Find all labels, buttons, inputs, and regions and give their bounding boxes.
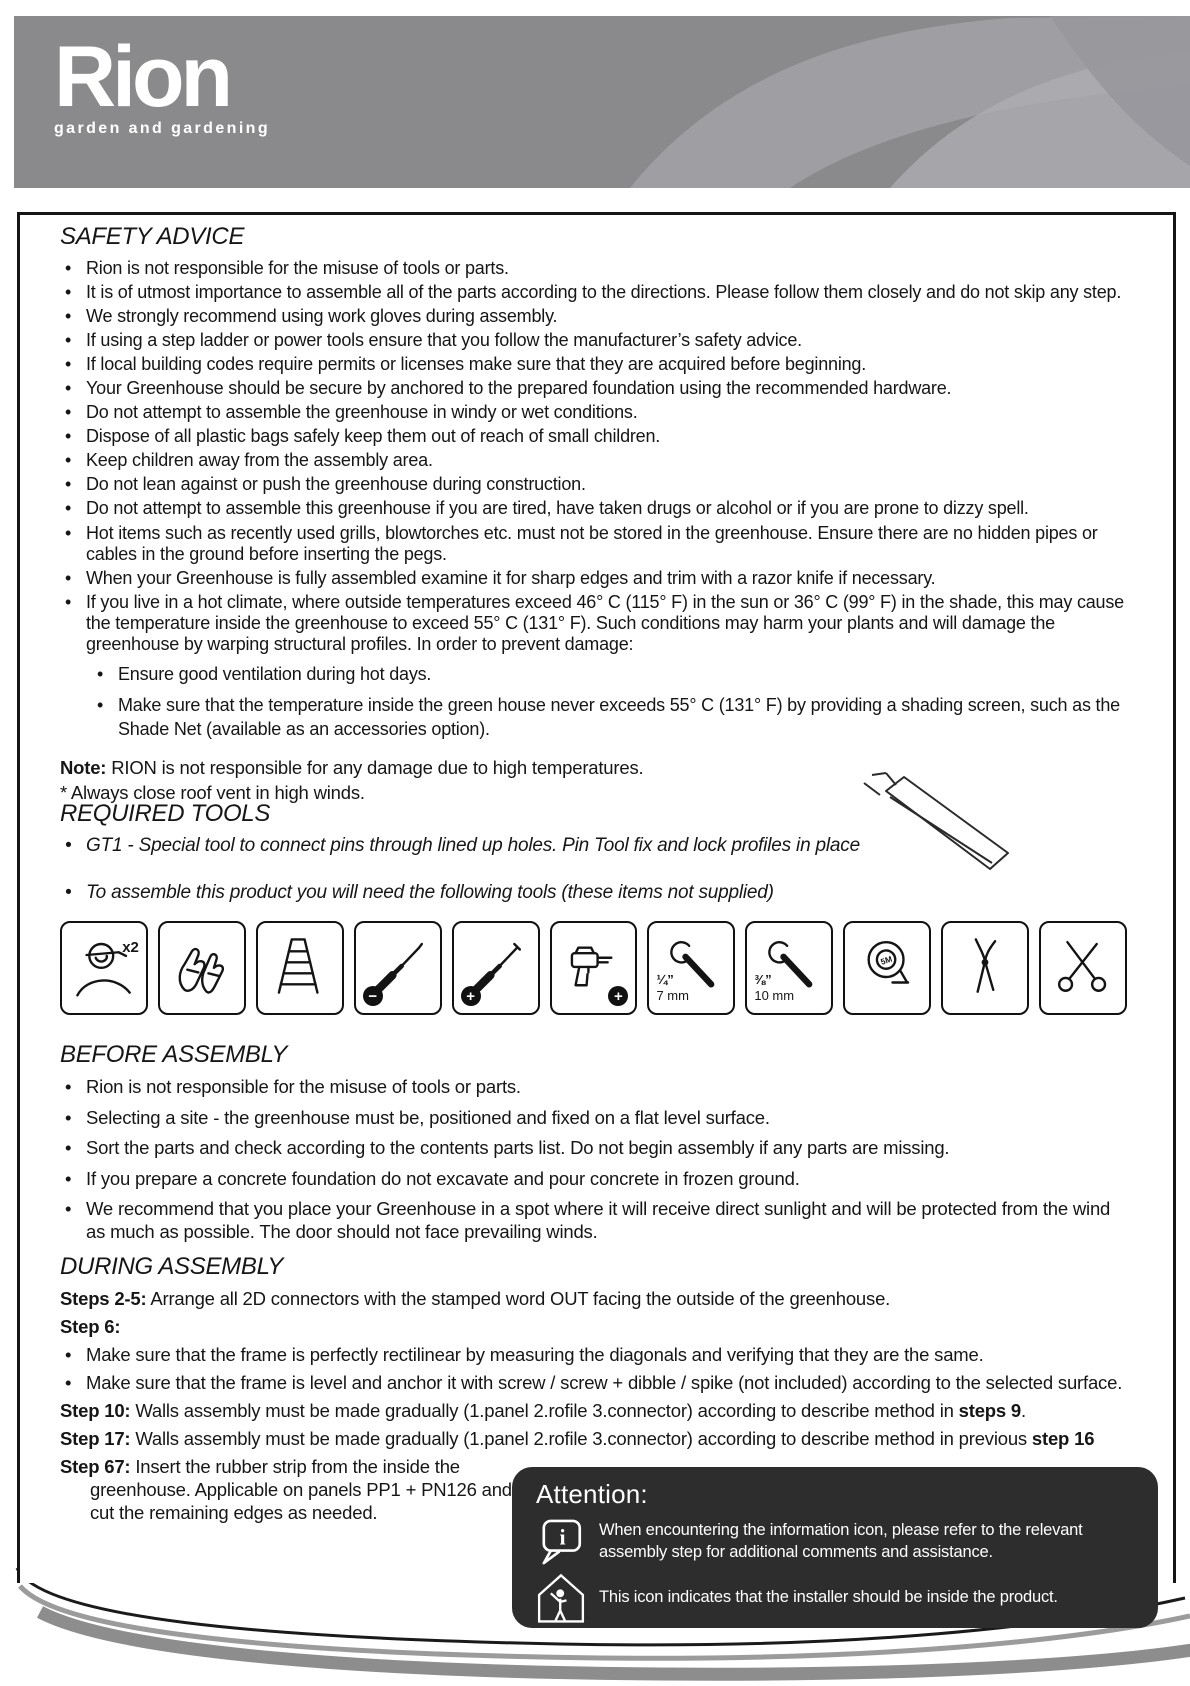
installer-icon [536, 1572, 586, 1624]
step-label: Step 67: [60, 1455, 131, 1477]
safety-item: • Do not lean against or push the greenhouse during construction. [60, 474, 1127, 495]
size-mm: 7 mm [656, 987, 689, 1003]
required-tools-item: • To assemble this product you will need the following tools (these items not supplied) [60, 882, 1127, 905]
safety-item: • Rion is not responsible for the misuse of tools or parts. [60, 258, 1127, 279]
phillips-screwdriver-box [452, 921, 540, 1015]
section-before-assembly [60, 1041, 1127, 1251]
brand-tagline: garden and gardening [54, 120, 271, 138]
attention-row [536, 1516, 1140, 1568]
safety-advice-title: SAFETY ADVICE [60, 223, 245, 250]
safety-item: • If using a step ladder or power tools ensure that you follow the manufacturer’s safety advice. [60, 330, 1127, 351]
plus-badge-icon: + [461, 986, 481, 1006]
step6-bullet: • Make sure that the frame is perfectly rectilinear by measuring the diagonals and verifying that they are the same. [60, 1344, 1127, 1367]
safety-sublist [92, 663, 1127, 741]
size-inches: ⅜” [754, 971, 772, 987]
work-gloves-box [158, 921, 246, 1015]
safety-item: • Hot items such as recently used grills, blowtorches etc. must not be stored in the greenhouse. Ensure there are no hidden pipes or cables in the ground before inserting the pegs. [60, 523, 1127, 565]
step-text: Walls assembly must be made gradually (1.panel 2.rofile 3.connector) according to describe method in previous [130, 1427, 1032, 1449]
wrench-three-eighths-inch-box [745, 921, 833, 1015]
before-assembly-item: • If you prepare a concrete foundation do not excavate and pour concrete in frozen ground. [60, 1168, 1127, 1191]
safety-subitem: • Make sure that the temperature inside the green house never exceeds 55° C (131° F) by providing a shading screen, such as the Shade Net (available as an accessories option). [92, 694, 1127, 741]
safety-list [60, 258, 1127, 655]
wrench-size-label [656, 972, 689, 1005]
before-assembly-item: • Selecting a site - the greenhouse must be, positioned and fixed on a flat level surface. [60, 1107, 1127, 1130]
safety-item: • If you live in a hot climate, where outside temperatures exceed 46° C (115° F) in the sun or 36° C (99° F) in the shade, this may cause the temperature inside the greenhouse to exceed 55° C (131° F). Such conditions may harm your plants and will damage the greenhouse by warping structural profiles. In order to prevent damage: [60, 592, 1127, 655]
safety-subitem: • Ensure good ventilation during hot days. [92, 663, 1127, 686]
info-icon [536, 1516, 586, 1568]
step-label: Step 17: [60, 1427, 131, 1449]
attention-box [512, 1467, 1158, 1628]
drill-box [550, 921, 638, 1015]
attention-title: Attention: [536, 1479, 648, 1509]
tools-row [60, 921, 1127, 1015]
tape-measure-box [843, 921, 931, 1015]
plus-badge-icon: + [608, 986, 628, 1006]
brand-name: Rion [54, 29, 230, 125]
attention-rows [536, 1516, 1140, 1624]
svg-text:5M: 5M [879, 954, 894, 967]
safety-item: • We strongly recommend using work gloves during assembly. [60, 306, 1127, 327]
attention-text: This icon indicates that the installer should be inside the product. [599, 1588, 1058, 1607]
header-band [14, 16, 1190, 188]
attention-row [536, 1572, 1140, 1624]
note-text: RION is not responsible for any damage due to high temperatures. [106, 756, 644, 778]
assembly-step [60, 1316, 1127, 1339]
safety-item: • When your Greenhouse is fully assembled examine it for sharp edges and trim with a razor knife if necessary. [60, 568, 1127, 589]
step-label: Steps 2-5: [60, 1288, 147, 1309]
note-label: Note: [60, 756, 107, 778]
assembly-step [60, 1288, 1127, 1311]
before-assembly-title: BEFORE ASSEMBLY [60, 1041, 288, 1068]
step6-bullet: • Make sure that the frame is level and anchor it with screw / screw + dibble / spike (not included) according to the selected surface. [60, 1372, 1127, 1395]
section-safety-advice [60, 223, 1127, 804]
pliers-box [941, 921, 1029, 1015]
safety-item: • Your Greenhouse should be secure by anchored to the prepared foundation using the recommended hardware. [60, 378, 1127, 399]
before-assembly-item: • Rion is not responsible for the misuse of tools or parts. [60, 1076, 1127, 1099]
assembly-step [60, 1456, 522, 1525]
safety-glasses-box [60, 921, 148, 1015]
assembly-step [60, 1428, 1127, 1451]
step-ladder-icon [267, 929, 333, 1008]
step6-bullet-list [60, 1344, 1127, 1395]
work-gloves-icon [169, 929, 235, 1008]
wrench-size-label [754, 972, 794, 1005]
safety-item: • Dispose of all plastic bags safely keep them out of reach of small children. [60, 426, 1127, 447]
gt1-pin-tool-illustration [830, 765, 1030, 890]
scissors-icon [1050, 929, 1116, 1008]
wrench-quarter-inch-box [647, 921, 735, 1015]
brand-logo [54, 29, 271, 138]
before-list [60, 1076, 1127, 1243]
scissors-box [1039, 921, 1127, 1015]
step-text: . [1021, 1399, 1026, 1421]
step-label: step 16 [1031, 1427, 1095, 1449]
tape-measure-icon [854, 929, 920, 1008]
safety-item: • It is of utmost importance to assemble all of the parts according to the directions. Please follow them closely and do not skip any step. [60, 282, 1127, 303]
roof-vent-note: * Always close roof vent in high winds. [60, 781, 365, 803]
svg-text:i: i [559, 1525, 566, 1550]
assembly-step [60, 1400, 1127, 1423]
safety-item: • Keep children away from the assembly area. [60, 450, 1127, 471]
step-ladder-box [256, 921, 344, 1015]
step-label: steps 9 [958, 1399, 1022, 1421]
required-tools-item: • GT1 - Special tool to connect pins through lined up holes. Pin Tool fix and lock profiles in place [60, 835, 1127, 858]
attention-text: When encountering the information icon, please refer to the relevant assembly step for additional comments and assistance. [599, 1521, 1083, 1561]
quantity-label: x2 [122, 939, 139, 956]
before-assembly-item: • Sort the parts and check according to the contents parts list. Do not begin assembly if any parts are missing. [60, 1137, 1127, 1160]
safety-item: • Do not attempt to assemble the greenhouse in windy or wet conditions. [60, 402, 1127, 423]
pliers-icon [952, 929, 1018, 1008]
required-tools-title: REQUIRED TOOLS [60, 800, 271, 827]
size-mm: 10 mm [754, 987, 795, 1003]
step-text: Insert the rubber strip from the inside the greenhouse. Applicable on panels PP1 + PN126 and cut the remaining edges as needed. [90, 1455, 512, 1523]
header-swirl-decoration [490, 16, 1190, 188]
before-assembly-item: • We recommend that you place your Greenhouse in a spot where it will receive direct sunlight and will be protected from the wind as much as possible. The door should not face prevailing winds. [60, 1198, 1127, 1243]
safety-item: • Do not attempt to assemble this greenhouse if you are tired, have taken drugs or alcohol or if you are prone to dizzy spell. [60, 498, 1127, 519]
step-label: Step 6: [60, 1315, 121, 1337]
size-inches: ¼” [656, 971, 674, 987]
step-text: Walls assembly must be made gradually (1.panel 2.rofile 3.connector) according to describe method in [130, 1399, 959, 1421]
during-assembly-title: DURING ASSEMBLY [60, 1253, 284, 1280]
content-box [17, 212, 1176, 1583]
flat-screwdriver-box [354, 921, 442, 1015]
minus-badge-icon: − [363, 986, 383, 1006]
safety-item: • If local building codes require permits or licenses make sure that they are acquired before beginning. [60, 354, 1127, 375]
step-text: Arrange all 2D connectors with the stamped word OUT facing the outside of the greenhouse. [146, 1288, 891, 1309]
step-label: Step 10: [60, 1399, 131, 1421]
